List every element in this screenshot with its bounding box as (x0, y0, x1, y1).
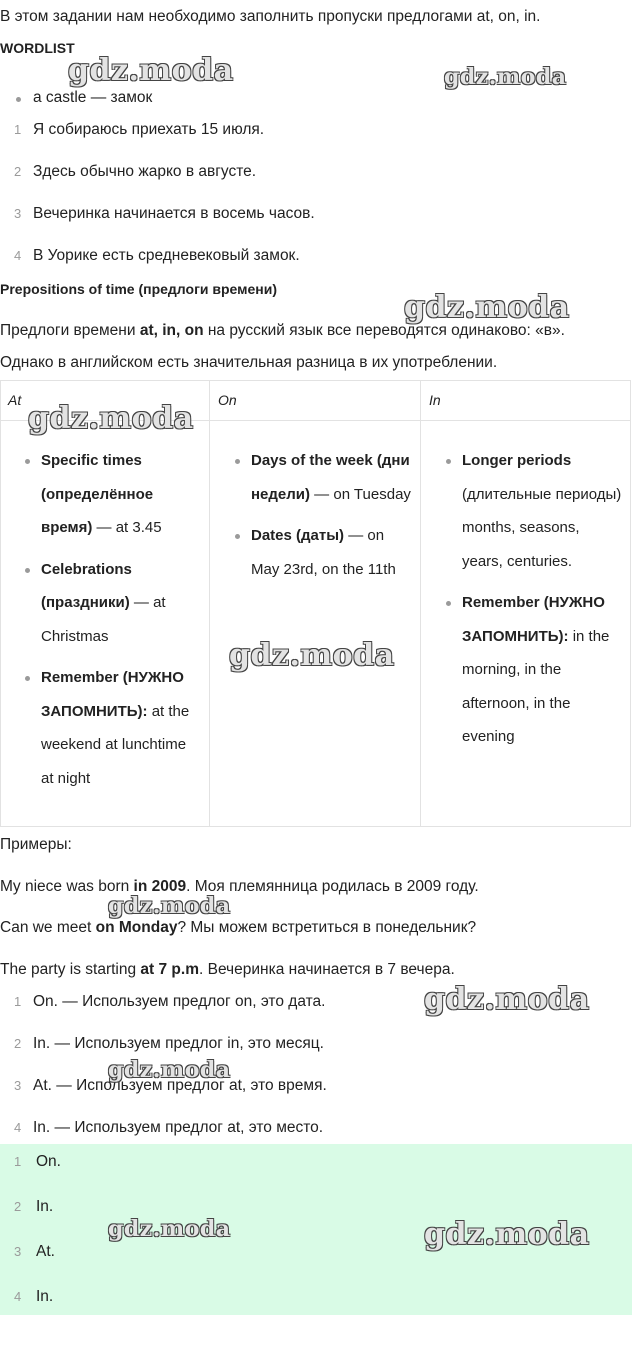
section-title: Prepositions of time (предлоги времени) (0, 281, 278, 297)
list-number: 3 (14, 1078, 22, 1093)
list-number: 2 (14, 1036, 22, 1051)
list-number: 4 (14, 248, 22, 263)
watermark: gdz.moda (108, 1216, 231, 1242)
table-list-item: Days of the week (дни недели) — on Tuesday (251, 444, 413, 511)
examples-title: Примеры: (0, 836, 72, 853)
list-number: 1 (14, 1154, 22, 1169)
translation-item: В Уорике есть средневековый замок. (33, 247, 300, 264)
table-list-item: Dates (даты) — on May 23rd, on the 11th (251, 519, 413, 586)
para-post: на русский язык все переводятся одинаково: «в». (203, 322, 565, 339)
example-line: My niece was born in 2009. Моя племянница родилась в 2009 году. (0, 878, 479, 895)
bullet-dot (25, 459, 30, 464)
list-number: 3 (14, 1244, 22, 1259)
list-number: 1 (14, 122, 22, 137)
table-divider (420, 380, 421, 827)
bullet-dot (235, 459, 240, 464)
list-number: 4 (14, 1120, 22, 1135)
bullet-dot (235, 534, 240, 539)
watermark: gdz.moda (229, 638, 395, 673)
wordlist-title: WORDLIST (0, 40, 75, 56)
bullet-dot (25, 568, 30, 573)
wordlist-item: a castle — замок (33, 89, 153, 106)
table-list-item: Remember (НУЖНО ЗАПОМНИТЬ): at the weekend at lunchtime at night (41, 661, 201, 795)
answer-item: On. (36, 1153, 61, 1170)
explanation-item: On. — Используем предлог on, это дата. (33, 993, 326, 1010)
table-list-item: Longer periods (длительные периоды) months, seasons, years, centuries. (462, 444, 622, 578)
watermark: gdz.moda (108, 893, 231, 919)
table-list-item: Specific times (определённое время) — at 3.45 (41, 444, 201, 545)
watermark: gdz.moda (424, 982, 590, 1017)
para-bold: at, in, on (139, 322, 204, 339)
watermark: gdz.moda (404, 290, 570, 325)
cell-on (251, 444, 413, 594)
answer-item: In. (36, 1288, 54, 1305)
explanation-item: At. — Используем предлог at, это время. (33, 1077, 327, 1094)
explanation-item: In. — Используем предлог at, это место. (33, 1119, 324, 1136)
bullet-dot (25, 676, 30, 681)
cell-at (41, 444, 201, 803)
answer-item: At. (36, 1243, 55, 1260)
example-line: Can we meet on Monday? Мы можем встретиться в понедельник? (0, 919, 477, 936)
table-list-item: Celebrations (праздники) — at Christmas (41, 553, 201, 654)
example-line: The party is starting at 7 p.m. Вечеринка начинается в 7 вечера. (0, 961, 455, 978)
watermark: gdz.moda (108, 1057, 231, 1083)
cell-in (462, 444, 622, 762)
list-number: 3 (14, 206, 22, 221)
translation-item: Здесь обычно жарко в августе. (33, 163, 257, 180)
bullet-dot (446, 601, 451, 606)
list-number: 2 (14, 164, 22, 179)
table-list-item: Remember (НУЖНО ЗАПОМНИТЬ): in the morning, in the afternoon, in the evening (462, 586, 622, 754)
list-number: 1 (14, 994, 22, 1009)
bullet-dot (16, 97, 21, 102)
column-header-at: At (8, 392, 22, 408)
table-divider (209, 380, 210, 827)
column-header-in: In (429, 392, 441, 408)
intro-text: В этом задании нам необходимо заполнить пропуски предлогами at, on, in. (0, 8, 541, 25)
watermark: gdz.moda (68, 53, 234, 88)
watermark: gdz.moda (28, 401, 194, 436)
answer-item: In. (36, 1198, 54, 1215)
watermark: gdz.moda (424, 1217, 590, 1252)
translation-item: Я собираюсь приехать 15 июля. (33, 121, 265, 138)
explanation-item: In. — Используем предлог in, это месяц. (33, 1035, 324, 1052)
translation-item: Вечеринка начинается в восемь часов. (33, 205, 315, 222)
paragraph-difference: Однако в английском есть значительная разница в их употреблении. (0, 354, 498, 371)
list-number: 2 (14, 1199, 22, 1214)
watermark: gdz.moda (444, 64, 567, 90)
list-number: 4 (14, 1289, 22, 1304)
column-header-on: On (218, 392, 237, 408)
bullet-dot (446, 459, 451, 464)
para-pre: Предлоги времени (0, 322, 140, 339)
